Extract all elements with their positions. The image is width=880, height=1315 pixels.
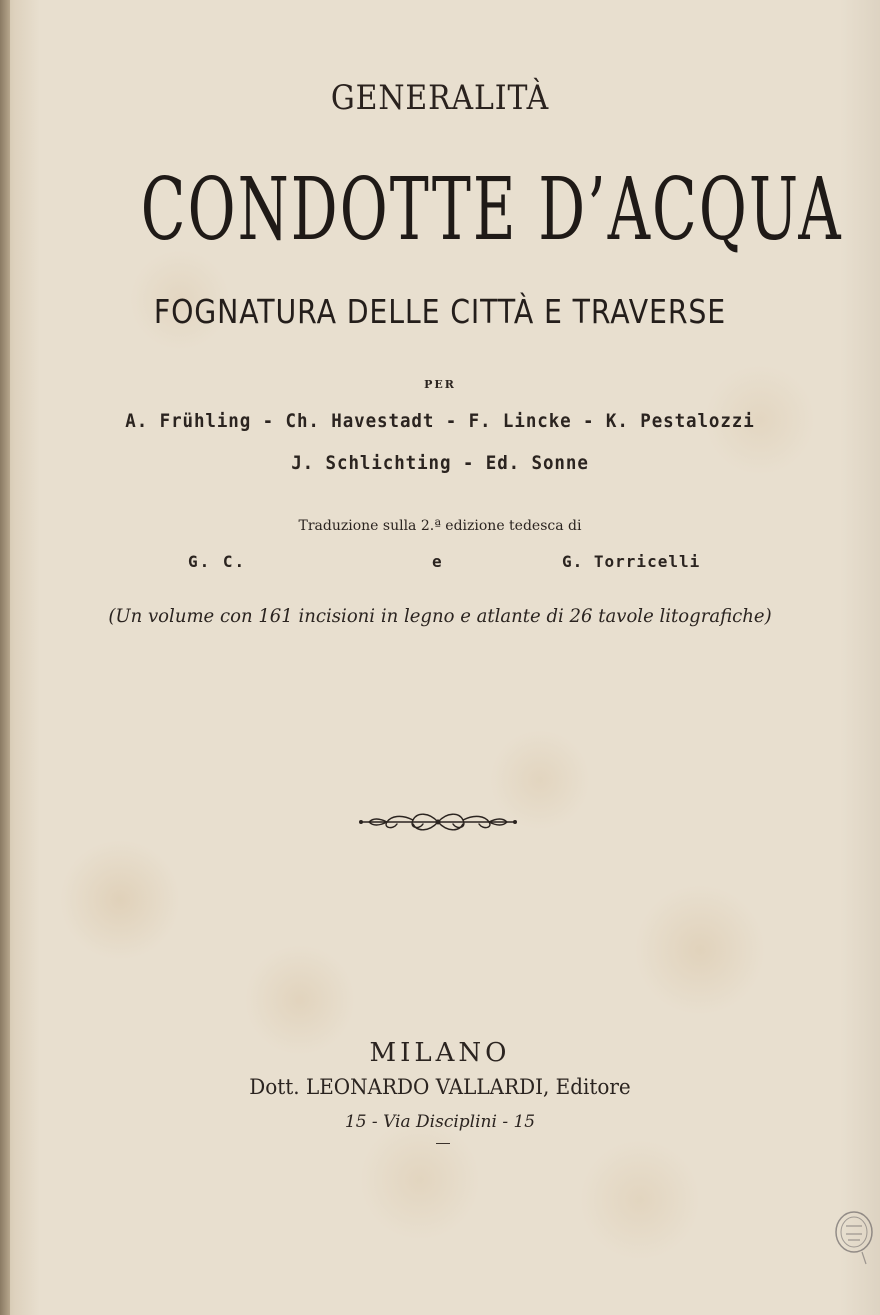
translators-row	[0, 552, 880, 576]
volume-description: (Un volume con 161 incisioni in legno e atlante di 26 tavole litografiche)	[108, 605, 772, 627]
imprint-address: 15 - Via Disciplini - 15	[344, 1112, 536, 1132]
floral-ornament-icon	[357, 808, 519, 836]
translator-a: G. C.	[188, 552, 247, 571]
translator-conjunction: e	[432, 552, 442, 571]
authors-line-2: J. Schlichting - Ed. Sonne	[291, 452, 589, 474]
authors-line-1: A. Frühling - Ch. Havestadt - F. Lincke - K. Pestalozzi	[125, 410, 755, 432]
title-line-generalita: GENERALITÀ	[330, 78, 550, 118]
translation-note: Traduzione sulla 2.ª edizione tedesca di	[298, 518, 582, 534]
by-label: PER	[424, 378, 456, 391]
main-title: CONDOTTE D’ACQUA	[140, 160, 843, 260]
subtitle: FOGNATURA DELLE CITTÀ E TRAVERSE	[153, 292, 727, 331]
imprint-publisher: Dott. LEONARDO VALLARDI, Editore	[249, 1075, 631, 1099]
library-stamp-icon	[832, 1208, 876, 1266]
closing-rule	[436, 1143, 450, 1144]
translator-b: G. Torricelli	[562, 552, 701, 571]
imprint-city: MILANO	[369, 1038, 511, 1068]
